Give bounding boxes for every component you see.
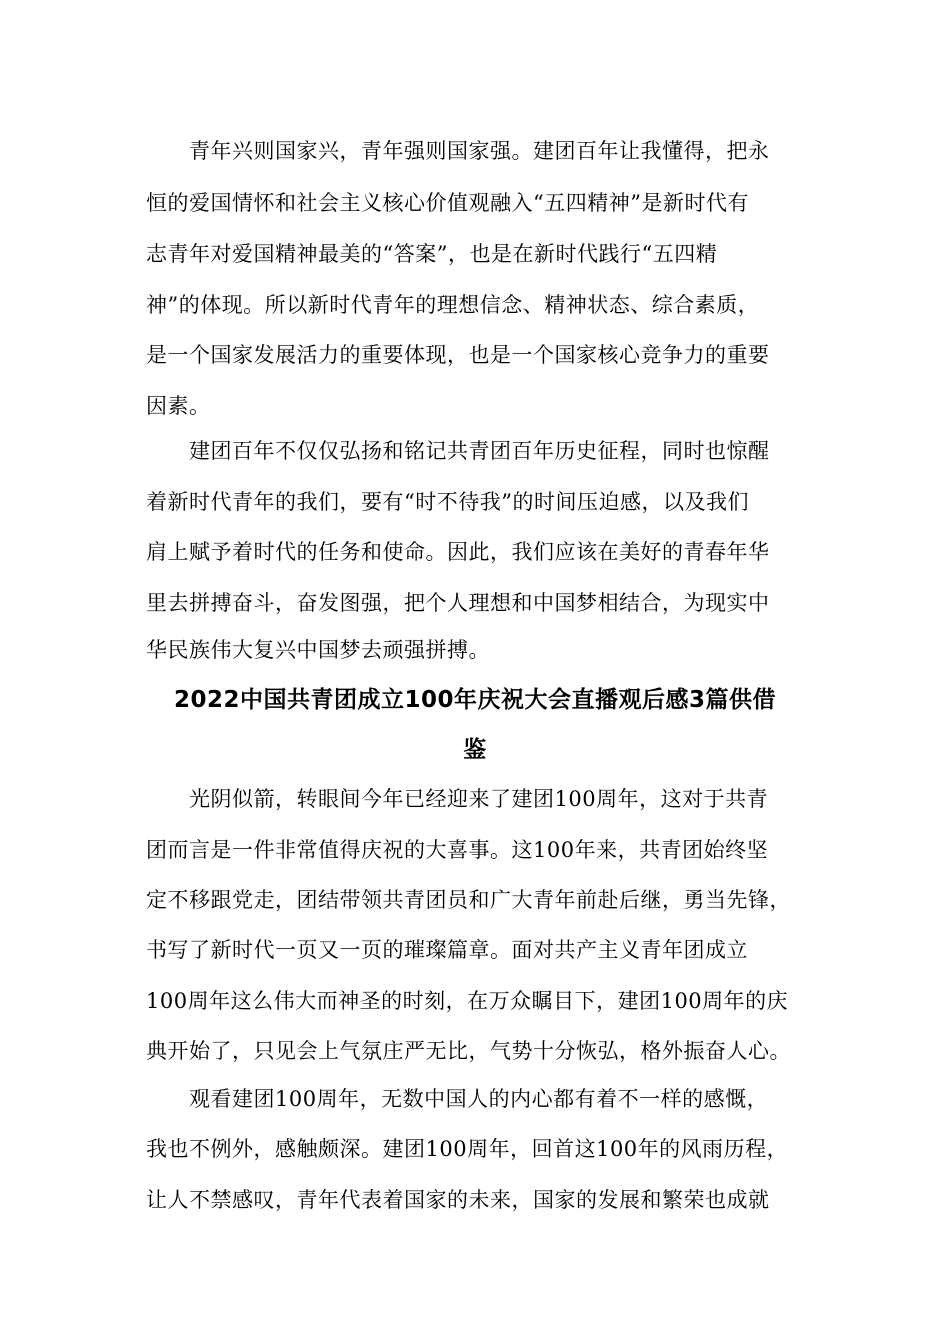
text-line: 华民族伟大复兴中国梦去顽强拼搏。	[146, 638, 490, 662]
text-line: 书写了新时代一页又一页的璀璨篇章。面对共产主义青年团成立	[146, 938, 748, 962]
text-line: 恒的爱国情怀和社会主义核心价值观融入“五四精神”是新时代有	[146, 191, 749, 215]
text-line: 因素。	[146, 394, 211, 418]
text-line: 团而言是一件非常值得庆祝的大喜事。这100年来，共青团始终坚	[146, 838, 769, 862]
text-line: 青年兴则国家兴，青年强则国家强。建团百年让我懂得，把永	[146, 139, 770, 163]
text-line: 志青年对爱国精神最美的“答案”，也是在新时代践行“五四精	[146, 242, 718, 266]
text-line: 我也不例外，感触颇深。建团100周年，回首这100年的风雨历程，	[146, 1137, 789, 1161]
text-line: 神”的体现。所以新时代青年的理想信念、精神状态、综合素质，	[146, 293, 760, 317]
text-line: 100周年这么伟大而神圣的时刻，在万众瞩目下，建团100周年的庆	[146, 989, 789, 1013]
text-line: 里去拼搏奋斗，奋发图强，把个人理想和中国梦相结合，为现实中	[146, 591, 770, 615]
text-line: 定不移跟党走，团结带领共青团员和广大青年前赴后继，勇当先锋，	[146, 888, 791, 912]
text-line: 着新时代青年的我们，要有“时不待我”的时间压迫感，以及我们	[146, 490, 749, 514]
text-line: 典开始了，只见会上气氛庄严无比，气势十分恢弘，格外振奋人心。	[146, 1039, 791, 1063]
text-line: 是一个国家发展活力的重要体现，也是一个国家核心竞争力的重要	[146, 343, 770, 367]
text-line: 光阴似箭，转眼间今年已经迎来了建团100周年，这对于共青	[146, 787, 769, 811]
text-line: 让人不禁感叹，青年代表着国家的未来，国家的发展和繁荣也成就	[146, 1188, 770, 1212]
text-line: 建团百年不仅仅弘扬和铭记共青团百年历史征程，同时也惊醒	[146, 439, 770, 463]
heading-line: 2022中国共青团成立100年庆祝大会直播观后感3篇供借	[173, 687, 777, 713]
text-line: 肩上赋予着时代的任务和使命。因此，我们应该在美好的青春年华	[146, 540, 770, 564]
text-line: 观看建团100周年，无数中国人的内心都有着不一样的感慨，	[146, 1087, 769, 1111]
heading-line: 鉴	[463, 737, 487, 763]
